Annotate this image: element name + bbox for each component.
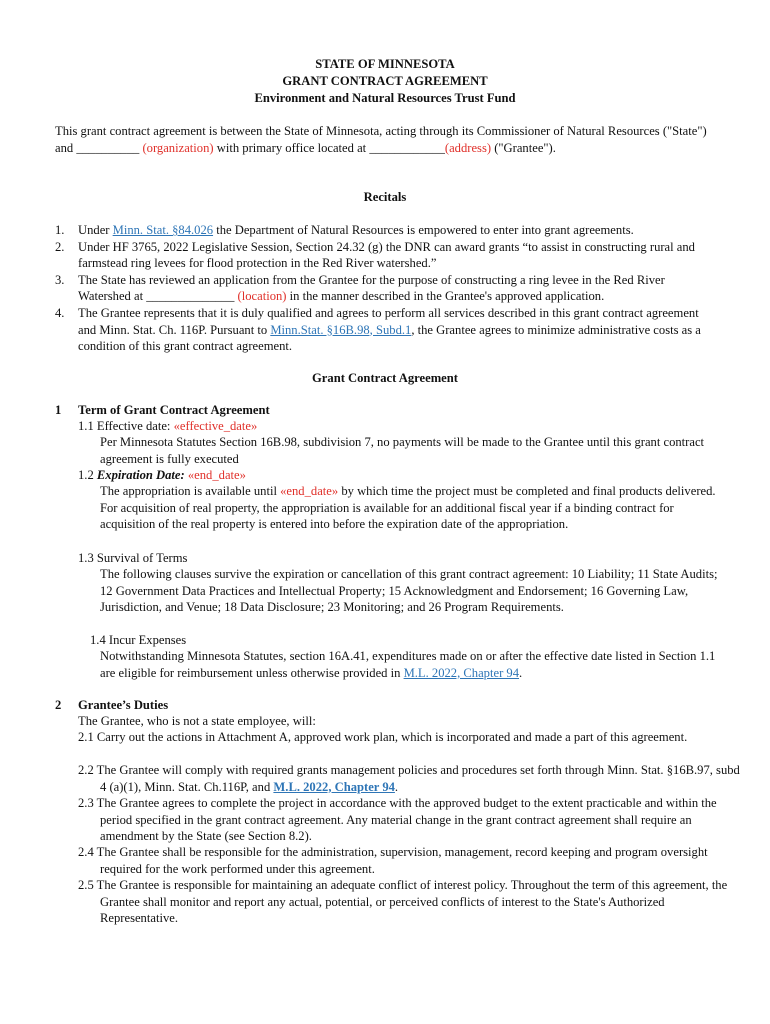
recital-number: 2. bbox=[55, 239, 65, 254]
effective-date-field: «effective_date» bbox=[173, 419, 258, 433]
recitals-list bbox=[55, 222, 720, 355]
recital-text: The Grantee represents that it is duly qualified and agrees to perform all services described in this grant contract agreement and Minn. Stat. Ch. 116P. Pursuant to bbox=[78, 305, 699, 337]
address-field: (address) bbox=[444, 140, 492, 155]
recital-number: 4. bbox=[55, 305, 65, 320]
minn-stat-16b98-link[interactable]: Minn.Stat. §16B.98, Subd.1 bbox=[270, 322, 412, 337]
recital-item bbox=[55, 305, 720, 355]
recital-number: 3. bbox=[55, 272, 65, 287]
recital-text: Under HF 3765, 2022 Legislative Session, Section 24.32 (g) the DNR can award grants “to assist in constructing rural and farmstead ring levees for flood protection in the Red River watershed.” bbox=[78, 239, 695, 271]
recital-item bbox=[55, 239, 720, 272]
recital-text: Under bbox=[78, 223, 110, 237]
duty-text: . bbox=[394, 779, 399, 794]
recital-text: , the Grantee agrees to minimize administrative costs as a condition of this grant contract agreement. bbox=[78, 322, 701, 354]
recital-item bbox=[55, 272, 720, 305]
intro-text-3: ("Grantee"). bbox=[494, 140, 556, 155]
organization-field: (organization) bbox=[142, 140, 214, 155]
recital-text: The State has reviewed an application from the Grantee for the purpose of constructing a ring levee in the Red River Watershed at ______________ bbox=[78, 272, 665, 304]
intro-text-2: with primary office located at ____________ bbox=[216, 140, 445, 155]
end-date-inline-field: «end_date» bbox=[280, 484, 339, 498]
recital-number: 1. bbox=[55, 223, 65, 237]
incur-expenses-label: 1.4 Incur Expenses bbox=[90, 633, 187, 647]
incur-expenses-body bbox=[100, 648, 720, 681]
survival-of-terms-label: 1.3 Survival of Terms bbox=[78, 551, 188, 565]
expiration-text: by which time the project must be completed and final products delivered. For acquisition of real property, the appropriation is available for an additional fiscal year if a binding contract for acquisition of the real property is entered into before the expiration date of the appropriation. bbox=[100, 484, 716, 532]
ml-2022-chapter-94-bold-link[interactable]: M.L. 2022, Chapter 94 bbox=[273, 779, 395, 794]
expiration-date-line bbox=[78, 467, 718, 484]
intro-text: This grant contract agreement is between the State of Minnesota, acting through its Commissioner of Natural Resources ("State") and __________ bbox=[55, 124, 707, 155]
incur-expenses-text: . bbox=[519, 665, 523, 680]
intro-paragraph bbox=[55, 123, 720, 156]
expiration-date-number: 1.2 bbox=[78, 468, 94, 482]
expiration-date-body bbox=[100, 483, 720, 533]
section-1-title: Term of Grant Contract Agreement bbox=[78, 403, 270, 417]
ml-2022-chapter-94-link[interactable]: M.L. 2022, Chapter 94 bbox=[403, 665, 520, 680]
section-2-number: 2 bbox=[55, 698, 62, 712]
effective-date-line bbox=[78, 418, 718, 435]
location-field: (location) bbox=[237, 289, 287, 304]
recitals-heading: Recitals bbox=[363, 190, 407, 204]
section-1-number: 1 bbox=[55, 403, 62, 417]
end-date-field: «end_date» bbox=[187, 468, 246, 482]
duty-2-5: 2.5 The Grantee is responsible for maintaining an adequate conflict of interest policy. Throughout the term of this agreement, the Grantee shall monitor and report any actual, potential, or perceived conflicts of interest to the State's Authorized Representative. bbox=[78, 878, 728, 926]
title-fund: Environment and Natural Resources Trust Fund bbox=[254, 91, 516, 105]
title-state: STATE OF MINNESOTA bbox=[315, 57, 455, 71]
recital-item bbox=[55, 222, 720, 239]
duty-2-1: 2.1 Carry out the actions in Attachment A, approved work plan, which is incorporated and made a part of this agreement. bbox=[78, 730, 688, 744]
duty-2-3: 2.3 The Grantee agrees to complete the project in accordance with the approved budget to the extent practicable and within the period specified in the grant contract agreement. Any material change in the grant contract agreement shall require an amendment by the State (see Section 8.2). bbox=[78, 796, 717, 844]
section-2-title: Grantee’s Duties bbox=[78, 698, 169, 712]
recital-text: in the manner described in the Grantee's approved application. bbox=[289, 289, 605, 304]
title-agreement: GRANT CONTRACT AGREEMENT bbox=[282, 74, 488, 88]
effective-date-body: Per Minnesota Statutes Section 16B.98, subdivision 7, no payments will be made to the Grantee until this grant contract agreement is fully executed bbox=[100, 435, 705, 466]
minn-stat-84026-link[interactable]: Minn. Stat. §84.026 bbox=[112, 223, 214, 237]
effective-date-label: 1.1 Effective date: bbox=[78, 419, 171, 433]
expiration-text: The appropriation is available until bbox=[100, 484, 277, 498]
agreement-heading: Grant Contract Agreement bbox=[312, 371, 458, 385]
survival-of-terms-body: The following clauses survive the expiration or cancellation of this grant contract agreement: 10 Liability; 11 State Audits; 12 Government Data Practices and Intellectual Property; 15 Acknowledgment and Endorsement; 16 Governing Law, Jurisdiction, and Venue; 18 Data Disclosure; 23 Monitoring; and 26 Program Requirements. bbox=[100, 567, 718, 615]
duty-2-2 bbox=[78, 762, 742, 795]
duty-text: 2.2 The Grantee will comply with required grants management policies and procedures set forth through Minn. Stat. §16B.97, subd 4 (a)(1), Minn. Stat. Ch.116P, and bbox=[78, 763, 740, 794]
duty-2-4: 2.4 The Grantee shall be responsible for the administration, supervision, management, record keeping and program oversight required for the work performed under this agreement. bbox=[78, 845, 708, 876]
incur-expenses-text: Notwithstanding Minnesota Statutes, section 16A.41, expenditures made on or after the effective date listed in Section 1.1 are eligible for reimbursement unless otherwise provided in bbox=[100, 649, 716, 680]
expiration-date-label: Expiration Date: bbox=[96, 468, 185, 482]
grantee-duties-intro: The Grantee, who is not a state employee, will: bbox=[78, 714, 316, 728]
recital-text: the Department of Natural Resources is empowered to enter into grant agreements. bbox=[216, 223, 634, 237]
